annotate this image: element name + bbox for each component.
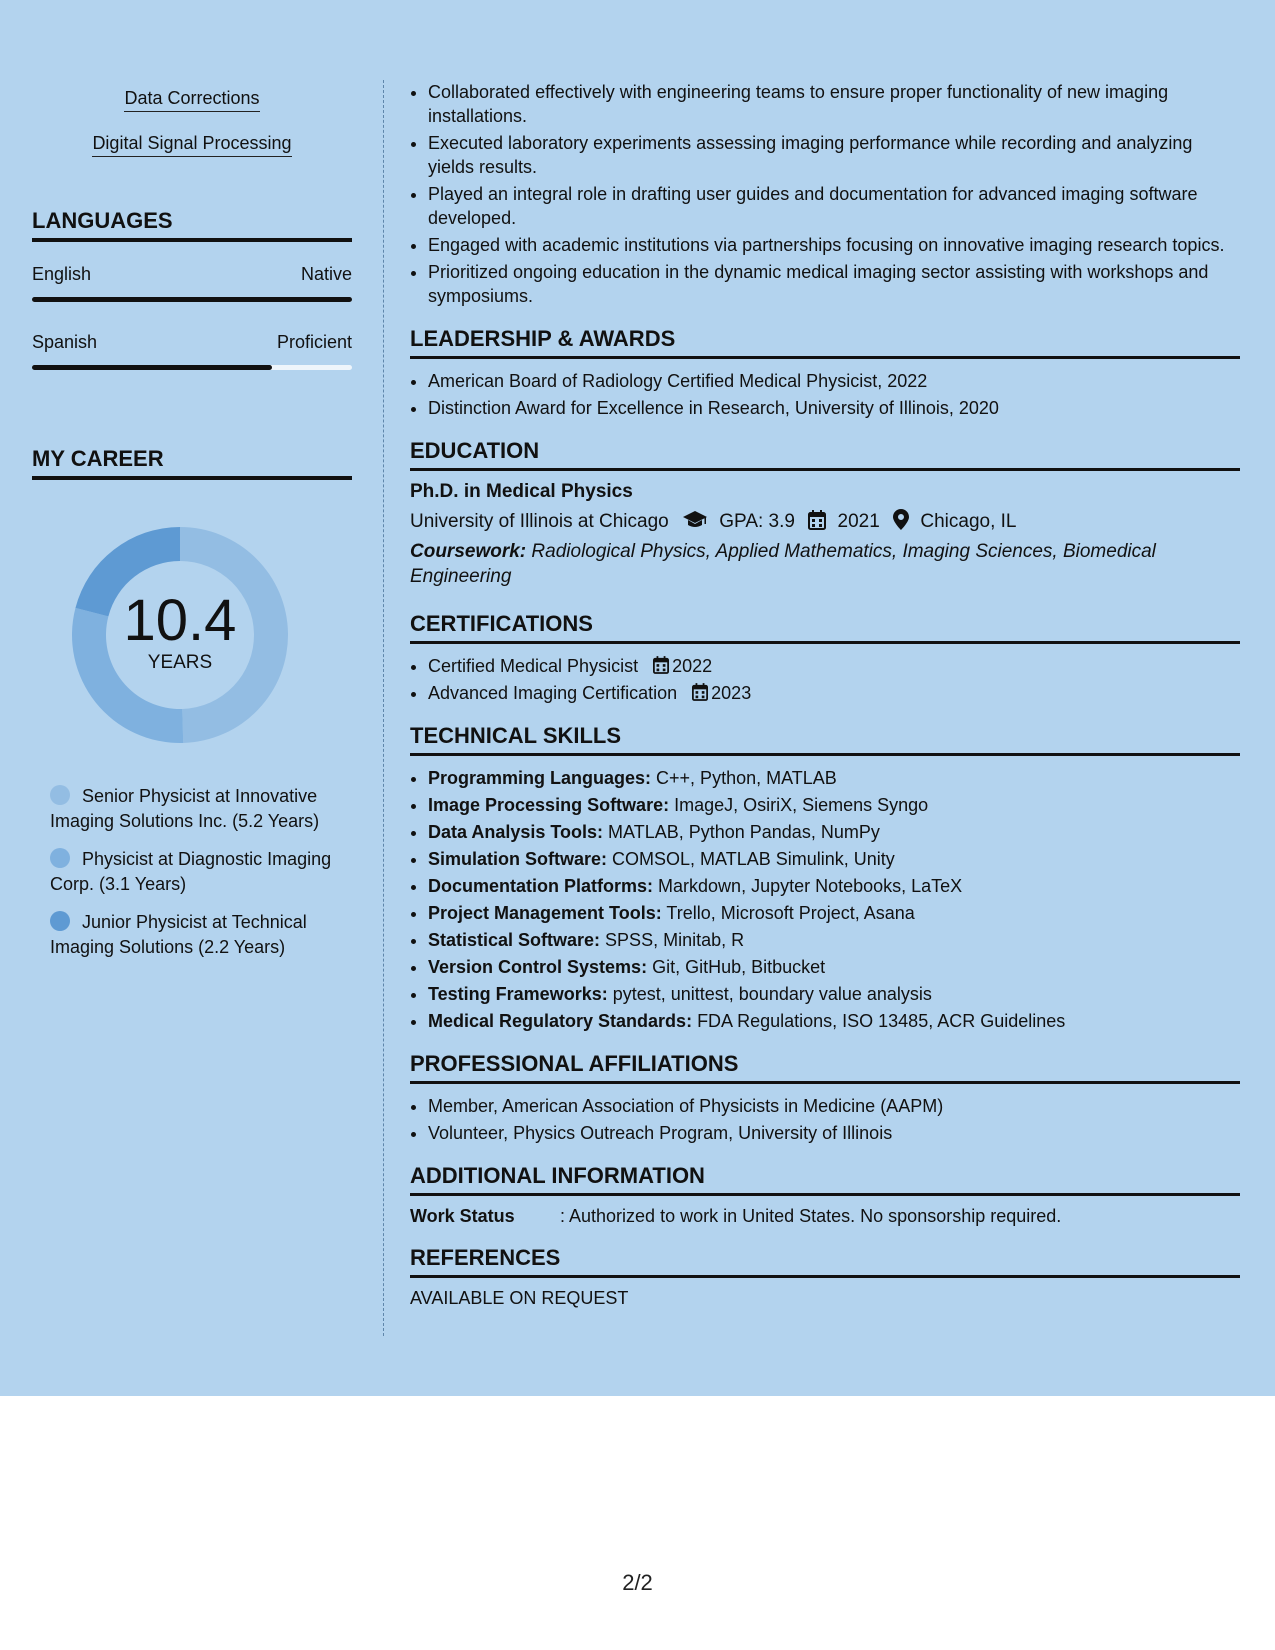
list-item: • Distinction Award for Excellence in Research, University of Illinois, 2020: [428, 396, 1240, 420]
education-coursework: Coursework: Radiological Physics, Applied Mathematics, Imaging Sciences, Biomedical Engineering: [410, 541, 1156, 587]
list-item: • Project Management Tools: Trello, Microsoft Project, Asana: [428, 901, 1240, 925]
career-total-unit: YEARS: [147, 652, 213, 673]
page-number: 2/2: [622, 1570, 653, 1595]
career-total-years: 10.4: [123, 588, 237, 653]
list-item: • Prioritized ongoing education in the dynamic medical imaging sector assisting with workshops and symposiums.: [428, 260, 1240, 308]
certifications-list: [410, 654, 1240, 705]
skill-tag: Data Corrections: [32, 88, 352, 125]
list-item: • Advanced Imaging Certification 2023: [428, 681, 1240, 705]
work-status-label: Work Status: [410, 1206, 515, 1226]
skill-tag: Digital Signal Processing: [32, 133, 352, 170]
career-legend-item: Physicist at Diagnostic Imaging Corp. (3.1 Years): [50, 849, 332, 894]
language-row: [32, 264, 352, 285]
career-donut-chart: [65, 520, 295, 750]
affiliations-list: [410, 1094, 1240, 1145]
calendar-icon: [692, 683, 708, 701]
certifications-heading: CERTIFICATIONS: [410, 611, 1240, 644]
right-column: [410, 80, 1240, 1309]
list-item: • Volunteer, Physics Outreach Program, University of Illinois: [428, 1121, 1240, 1145]
list-item: • Version Control Systems: Git, GitHub, Bitbucket: [428, 955, 1240, 979]
education-degree: Ph.D. in Medical Physics: [410, 481, 633, 502]
legend-dot-icon: [50, 785, 70, 805]
list-item: • Programming Languages: C++, Python, MATLAB: [428, 766, 1240, 790]
career-legend: [50, 784, 340, 960]
technical-skills-heading: TECHNICAL SKILLS: [410, 723, 1240, 756]
legend-dot-icon: [50, 911, 70, 931]
education-gpa: GPA: 3.9: [719, 511, 795, 532]
career-legend-item: Junior Physicist at Technical Imaging Solutions (2.2 Years): [50, 912, 307, 957]
languages-heading: LANGUAGES: [32, 208, 352, 242]
list-item: • Certified Medical Physicist 2022: [428, 654, 1240, 678]
education-location: Chicago, IL: [920, 511, 1017, 532]
language-name: English: [32, 264, 92, 284]
list-item: • Statistical Software: SPSS, Minitab, R: [428, 928, 1240, 952]
education-year: 2021: [837, 511, 880, 532]
calendar-icon: [653, 656, 669, 674]
language-level: Proficient: [276, 332, 352, 352]
technical-skills-list: [410, 766, 1240, 1033]
language-row: [32, 332, 352, 353]
calendar-icon: [808, 510, 826, 530]
list-item: • Simulation Software: COMSOL, MATLAB Simulink, Unity: [428, 847, 1240, 871]
list-item: • Medical Regulatory Standards: FDA Regulations, ISO 13485, ACR Guidelines: [428, 1009, 1240, 1033]
list-item: • American Board of Radiology Certified Medical Physicist, 2022: [428, 369, 1240, 393]
left-column: [32, 80, 352, 973]
list-item: • Member, American Association of Physicists in Medicine (AAPM): [428, 1094, 1240, 1118]
education-heading: EDUCATION: [410, 438, 1240, 471]
language-bar-fill: [32, 365, 272, 370]
list-item: • Testing Frameworks: pytest, unittest, boundary value analysis: [428, 982, 1240, 1006]
language-level: Native: [300, 264, 352, 284]
education-meta: [410, 509, 1240, 533]
legend-dot-icon: [50, 848, 70, 868]
language-name: Spanish: [32, 332, 98, 352]
column-divider: [383, 80, 384, 1336]
list-item: • Data Analysis Tools: MATLAB, Python Pandas, NumPy: [428, 820, 1240, 844]
references-value: AVAILABLE ON REQUEST: [410, 1288, 629, 1308]
language-bar: [32, 365, 352, 370]
language-bar-fill: [32, 297, 352, 302]
graduation-cap-icon: [682, 510, 708, 530]
career-heading: MY CAREER: [32, 446, 352, 480]
list-item: • Image Processing Software: ImageJ, OsiriX, Siemens Syngo: [428, 793, 1240, 817]
leadership-list: [410, 369, 1240, 420]
leadership-heading: LEADERSHIP & AWARDS: [410, 326, 1240, 359]
list-item: • Played an integral role in drafting user guides and documentation for advanced imaging software developed.: [428, 182, 1240, 230]
location-pin-icon: [893, 509, 909, 530]
additional-info-heading: ADDITIONAL INFORMATION: [410, 1163, 1240, 1196]
list-item: • Engaged with academic institutions via partnerships focusing on innovative imaging research topics.: [428, 233, 1240, 257]
work-status-value: : Authorized to work in United States. No sponsorship required.: [560, 1206, 1062, 1226]
list-item: • Executed laboratory experiments assessing imaging performance while recording and analyzing yields results.: [428, 131, 1240, 179]
references-heading: REFERENCES: [410, 1245, 1240, 1278]
list-item: • Documentation Platforms: Markdown, Jupyter Notebooks, LaTeX: [428, 874, 1240, 898]
career-legend-item: Senior Physicist at Innovative Imaging Solutions Inc. (5.2 Years): [50, 786, 320, 831]
list-item: • Collaborated effectively with engineering teams to ensure proper functionality of new imaging installations.: [428, 80, 1240, 128]
experience-bullets: [410, 80, 1240, 308]
affiliations-heading: PROFESSIONAL AFFILIATIONS: [410, 1051, 1240, 1084]
language-bar: [32, 297, 352, 302]
work-status: [410, 1206, 1240, 1227]
education-school: University of Illinois at Chicago: [410, 511, 669, 532]
